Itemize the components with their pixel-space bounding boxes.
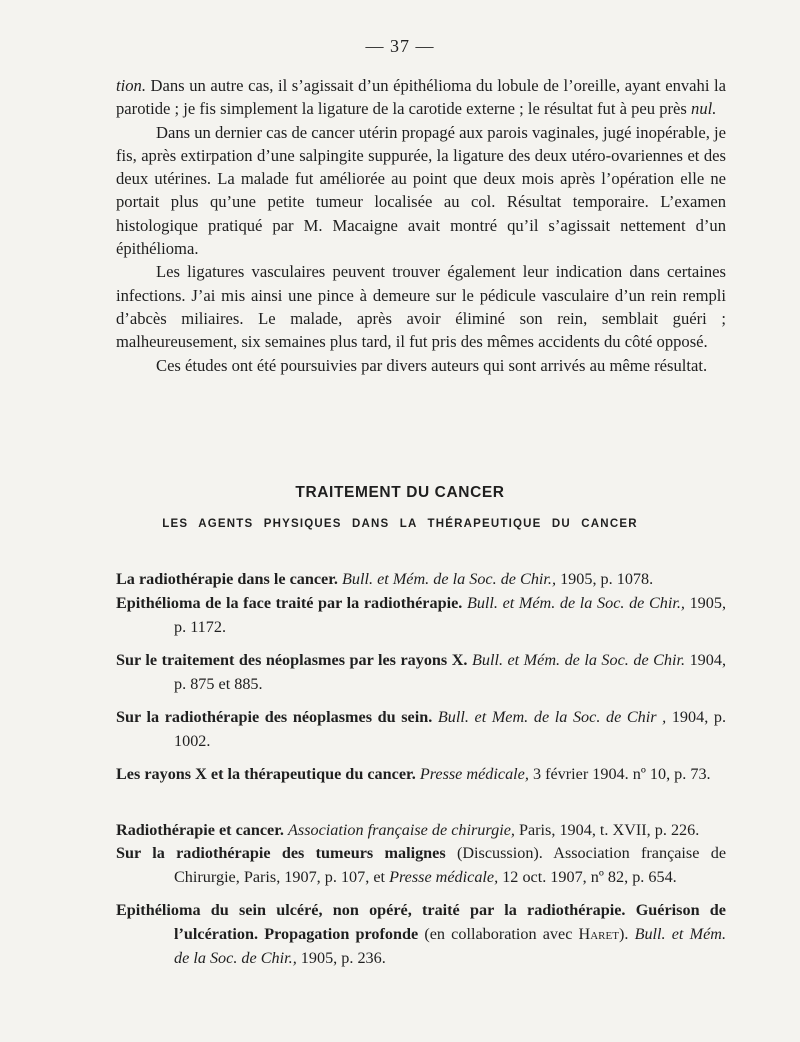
bibliography-entry bbox=[116, 705, 726, 753]
entry-title: Epithélioma de la face traité par la radiothérapie. bbox=[116, 594, 463, 612]
paragraph-1-tail: nul. bbox=[691, 99, 717, 119]
paragraph-3: Les ligatures vasculaires peuvent trouver également leur indication dans certaines infections. J’ai mis ainsi une pince à demeure sur le pédicule vasculaire d’un rein rempli d’abcès miliaires. Le malade, après avoir éliminé son rein, semblait guéri ; malheureusement, six semaines plus tard, il fut pris des mêmes accidents du côté opposé. bbox=[116, 262, 726, 352]
bibliography-entry bbox=[116, 648, 726, 696]
entry-source: Presse médicale, bbox=[389, 868, 499, 886]
entry-title: Sur le traitement des néoplasmes par les rayons X. bbox=[116, 651, 468, 669]
entry-source: Bull. et Mem. de la Soc. de Chir , bbox=[437, 708, 667, 726]
section-subtitle: LES AGENTS PHYSIQUES DANS LA THÉRAPEUTIQUE DU CANCER bbox=[162, 518, 638, 530]
entry-title: Sur la radiothérapie des tumeurs malignes bbox=[116, 844, 446, 862]
bibliography-entry bbox=[116, 841, 726, 889]
page-number: — 37 — bbox=[365, 36, 435, 56]
entry-details-pre: (Discussion). Association française de Chirurgie, Paris, 1907, p. 107, et bbox=[174, 844, 727, 886]
entry-title: Radiothérapie et cancer. bbox=[116, 821, 284, 839]
entry-source: Presse médicale, bbox=[419, 765, 529, 783]
entry-details: 1904, p. 1002. bbox=[174, 708, 727, 750]
entry-source: Bull. et Mém. de la Soc. de Chir. bbox=[471, 651, 686, 669]
entry-details: 12 oct. 1907, nº 82, p. 654. bbox=[498, 868, 677, 886]
bibliography-entry bbox=[116, 567, 726, 591]
entry-source: Association française de chirurgie, bbox=[288, 821, 515, 839]
entry-details: 1904, p. 875 et 885. bbox=[174, 651, 726, 693]
bibliography-entry bbox=[116, 591, 726, 639]
entry-title: Epithélioma du sein ulcéré, non opéré, traité par la radiothérapie. Guérison de l’ulcération. Propagation profonde bbox=[116, 901, 726, 943]
entry-collaborator: Haret bbox=[578, 925, 619, 943]
paragraph-1 bbox=[116, 74, 726, 121]
entry-title: La radiothérapie dans le cancer. bbox=[116, 570, 338, 588]
paragraph-4: Ces études ont été poursuivies par divers auteurs qui sont arrivés au même résultat. bbox=[156, 355, 708, 375]
entry-source: Bull. et Mém. de la Soc. de Chir., bbox=[466, 594, 685, 612]
paragraph-1-lead: tion. bbox=[116, 76, 146, 95]
entry-details: 1905, p. 1078. bbox=[556, 570, 654, 588]
section-title: TRAITEMENT DU CANCER bbox=[295, 484, 505, 501]
entry-details: 1905, p. 236. bbox=[296, 949, 386, 967]
entry-title: Sur la radiothérapie des néoplasmes du sein. bbox=[116, 708, 433, 726]
entry-source: Bull. et Mém. de la Soc. de Chir., bbox=[342, 570, 557, 588]
paragraph-1-text: Dans un autre cas, il s’agissait d’un épithélioma du lobule de l’oreille, ayant envahi la parotide ; je fis simplement la ligature de la carotide externe ; le résultat fut à peu près bbox=[116, 76, 726, 119]
body-text bbox=[116, 74, 726, 377]
entry-details: Paris, 1904, t. XVII, p. 226. bbox=[514, 821, 700, 839]
bibliography-entry bbox=[116, 898, 726, 970]
entry-details-pre: (en collaboration avec bbox=[418, 925, 579, 943]
entry-source: Bull. et Mém. de la Soc. de Chir., bbox=[174, 925, 726, 967]
entry-details: 3 février 1904. nº 10, p. 73. bbox=[528, 765, 711, 783]
paragraph-2: Dans un dernier cas de cancer utérin propagé aux parois vaginales, jugé inopérable, je fis, après extirpation d’une salpingite suppurée, la ligature des deux utéro-ovariennes et des deux utérines. La malade fut améliorée au point que deux mois après l’opération elle ne portait plus qu’une petite tumeur localisée au col. Résultat temporaire. L’examen histologique pratiqué par M. Macaigne avait montré qu’il s’agissait nettement d’un épithélioma. bbox=[116, 122, 726, 259]
bibliography-entry bbox=[116, 762, 726, 786]
entry-details-mid: ). bbox=[618, 925, 635, 943]
entry-details: 1905, p. 1172. bbox=[174, 594, 726, 636]
bibliography-entry bbox=[116, 818, 726, 842]
entry-title: Les rayons X et la thérapeutique du cancer. bbox=[116, 765, 416, 783]
